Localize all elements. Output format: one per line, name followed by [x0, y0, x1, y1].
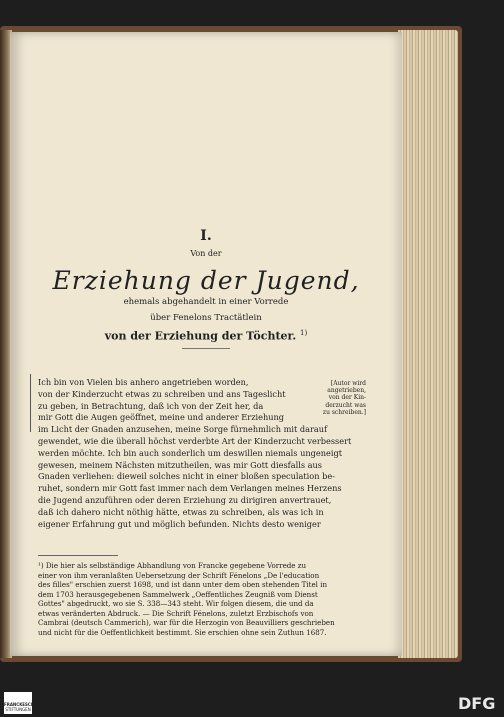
subtitle-line-3-text: von der Erziehung der Töchter. — [104, 329, 297, 343]
body-line: die Jugend anzuführen oder deren Erziehung zu dirigiren anvertrauet, — [38, 494, 332, 505]
body-line: von der Kinderzucht etwas zu schreiben und ans Tageslicht — [38, 388, 286, 399]
franckesche-stiftungen-logo[interactable] — [4, 692, 37, 714]
body-line: ruhet, sondern mir Gott fast immer nach dem Verlangen meines Herzens — [38, 483, 342, 494]
body-line: mir Gott die Augen geöffnet, meine und anderer Erziehung — [38, 412, 285, 423]
footnote-line: etwas veränderten Abdruck. — Die Schrift Fénelons, zuletzt Erzbischofs von — [38, 608, 314, 618]
footnote-line: einer von ihm veranlaßten Uebersetzung der Schrift Fénelons „De l'education — [38, 570, 320, 580]
logo-line-2: STIFTUNGEN — [5, 707, 31, 712]
page-edges — [398, 30, 458, 658]
margin-note-line: derzucht was — [325, 401, 366, 409]
subtitle-line-3 — [10, 329, 402, 343]
viewer-footer — [0, 688, 504, 717]
margin-note-line: angetrieben, — [327, 387, 366, 395]
footnote-line: und nicht für die Oeffentlichkeit bestimmt. Sie erschien ohne sein Zuthun 1687. — [38, 627, 327, 637]
pencil-margin-mark — [30, 374, 31, 432]
body-line: im Licht der Gnaden anzusehen, meine Sorge fürnehmlich mit darauf — [38, 424, 328, 435]
logo-line-1: FRANCKESCHE — [4, 702, 37, 707]
subtitle-line-1: ehemals abgehandelt in einer Vorrede — [123, 297, 289, 307]
body-line: eigener Erfahrung gut und möglich befunden. Nichts desto weniger — [38, 518, 321, 529]
body-line: Gnaden verliehen: dieweil solches nicht in einer bloßen speculation be- — [38, 471, 335, 482]
body-line: daß ich dahero nicht nöthig hätte, etwas zu schreiben, als was ich in — [38, 506, 324, 517]
subtitle-line-2: über Fenelons Tractätlein — [150, 313, 262, 323]
footnote-reference: 1) — [300, 329, 308, 337]
dfg-logo[interactable]: DFG — [458, 694, 496, 713]
footnote-line: des filles" erschien zuerst 1698, und ist dann unter dem oben stehenden Titel in — [38, 580, 328, 589]
margin-note-line: zu schreiben.] — [322, 408, 366, 416]
margin-note-line: von der Kin- — [328, 394, 366, 402]
footnote-line: ¹) Die hier als selbständige Abhandlung von Francke gegebene Vorrede zu — [38, 561, 307, 570]
footnote-line: Cambrai (deutsch Cammerich), war für die Herzogin von Beauvilliers geschrieben — [38, 618, 335, 627]
chapter-title: Erziehung der Jugend, — [52, 266, 360, 295]
footnote-line: Gottes" abgedruckt, wo sie S. 338—343 steht. Wir folgen diesem, die und da — [38, 599, 314, 608]
body-line: Ich bin von Vielen bis anhero angetrieben worden, — [38, 377, 249, 387]
title-prefix: Von der — [190, 249, 222, 258]
body-line: zu geben, in Betrachtung, daß ich von der Zeit her, da — [38, 400, 264, 411]
margin-note-line: [Autor wird — [330, 380, 366, 387]
footnote-line: dem 1703 herausgegebenen Sammelwerk „Oeffentliches Zeugniß vom Dienst — [38, 589, 318, 599]
body-line: werden möchte. Ich bin auch sonderlich um deswillen niemals ungeneigt — [38, 447, 342, 458]
book-page — [10, 32, 402, 656]
footnote — [38, 561, 368, 637]
body-line: gewendet, wie die überall höchst verderbte Art der Kinderzucht verbessert — [38, 435, 352, 446]
margin-note — [312, 380, 366, 416]
footnote-divider — [38, 555, 118, 556]
title-divider — [182, 348, 230, 349]
chapter-number: I. — [200, 228, 212, 244]
body-line: gewesen, meinem Nächsten mitzutheilen, was mir Gott diesfalls aus — [38, 459, 322, 470]
